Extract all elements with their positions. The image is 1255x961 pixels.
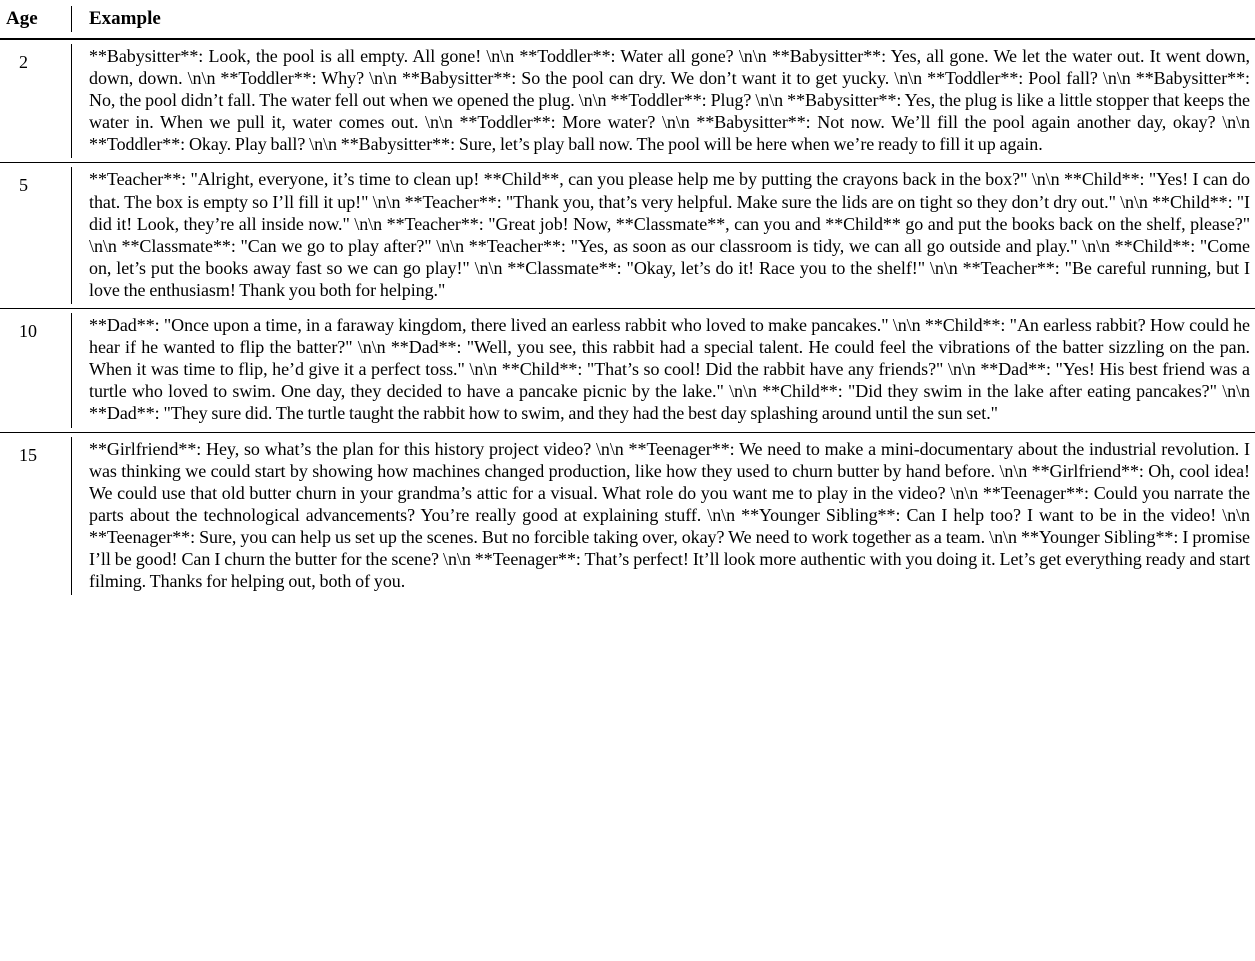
table-row xyxy=(0,40,1255,162)
row-age-cell: 15 xyxy=(0,437,72,596)
row-age-cell: 2 xyxy=(0,44,72,158)
row-example-cell: **Girlfriend**: Hey, so what’s the plan for this history project video? \n\n **Teenager**: We need to make a mini-documentary about the industrial revolution. I was thinking we could start by showing how machines changed production, like how they used to churn butter by hand before. \n\n **Girlfriend**: Oh, cool idea! We could use that old butter churn in your grandma’s attic for a visual. What role do you want me to play in the video? \n\n **Teenager**: Could you narrate the parts about the technological advancements? You’re really good at explaining stuff. \n\n **Younger Sibling**: Can I help too? I want to be in the video! \n\n **Teenager**: Sure, you can help us set up the scenes. But no forcible taking over, okay? We need to work together as a team. \n\n **Younger Sibling**: I promise I’ll be good! Can I churn the butter for the scene? \n\n **Teenager**: That’s perfect! It’ll look more authentic with you doing it. Let’s get everything ready and start filming. Thanks for helping out, both of you. xyxy=(89,438,1250,592)
row-example-cell: **Babysitter**: Look, the pool is all empty. All gone! \n\n **Toddler**: Water all gone? \n\n **Babysitter**: Yes, all gone. We let the water out. It went down, down, down. \n\n **Toddler**: Why? \n\n **Babysitter**: So the pool can dry. We don’t want it to get yucky. \n\n **Toddler**: Pool fall? \n\n **Babysitter**: No, the pool didn’t fall. The water fell out when we opened the plug. \n\n **Toddler**: Plug? \n\n **Babysitter**: Yes, the plug is like a little stopper that keeps the water in. When we pull it, water comes out. \n\n **Toddler**: More water? \n\n **Babysitter**: Not now. We’ll fill the pool again another day, okay? \n\n **Toddler**: Okay. Play ball? \n\n **Babysitter**: Sure, let’s play ball now. The pool will be here when we’re ready to fill it up again. xyxy=(89,46,1250,155)
table-header-row xyxy=(0,0,1255,38)
table-row xyxy=(0,163,1255,308)
row-age-cell: 5 xyxy=(0,167,72,304)
row-example-cell: **Teacher**: "Alright, everyone, it’s time to clean up! **Child**, can you please help me by putting the crayons back in the box?" \n\n **Child**: "Yes! I can do that. The box is empty so I’ll fill it up!" \n\n **Teacher**: "Thank you, that’s very helpful. Make sure the lids are on tight so they don’t dry out." \n\n **Child**: "I did it! Look, they’re all inside now." \n\n **Teacher**: "Great job! Now, **Classmate**, can you and **Child** go and put the books back on the shelf, please?" \n\n **Classmate**: "Can we go to play after?" \n\n **Teacher**: "Yes, as soon as our classroom is tidy, we can all go outside and play." \n\n **Child**: "Come on, let’s put the books away fast so we can go play!" \n\n **Classmate**: "Okay, let’s do it! Race you to the shelf!" \n\n **Teacher**: "Be careful running, but I love the enthusiasm! Thank you both for helping." xyxy=(89,169,1250,300)
row-age-cell: 10 xyxy=(0,313,72,427)
header-age: Age xyxy=(0,6,72,32)
header-example: Example xyxy=(89,8,161,29)
row-example-cell: **Dad**: "Once upon a time, in a faraway kingdom, there lived an earless rabbit who loved to make pancakes." \n\n **Child**: "An earless rabbit? How could he hear if he wanted to flip the batter?" \n\n **Dad**: "Well, you see, this rabbit had a special talent. He could feel the vibrations of the batter sizzling on the pan. When it was time to flip, he’d give it a perfect toss." \n\n **Child**: "That’s so cool! Did the rabbit have any friends?" \n\n **Dad**: "Yes! His best friend was a turtle who loved to swim. One day, they decided to have a pancake picnic by the lake." \n\n **Child**: "Did they swim in the lake after eating pancakes?" \n\n **Dad**: "They sure did. The turtle taught the rabbit how to swim, and they had the best day splashing around until the sun set." xyxy=(89,315,1250,424)
table-row xyxy=(0,309,1255,431)
table-row xyxy=(0,433,1255,600)
